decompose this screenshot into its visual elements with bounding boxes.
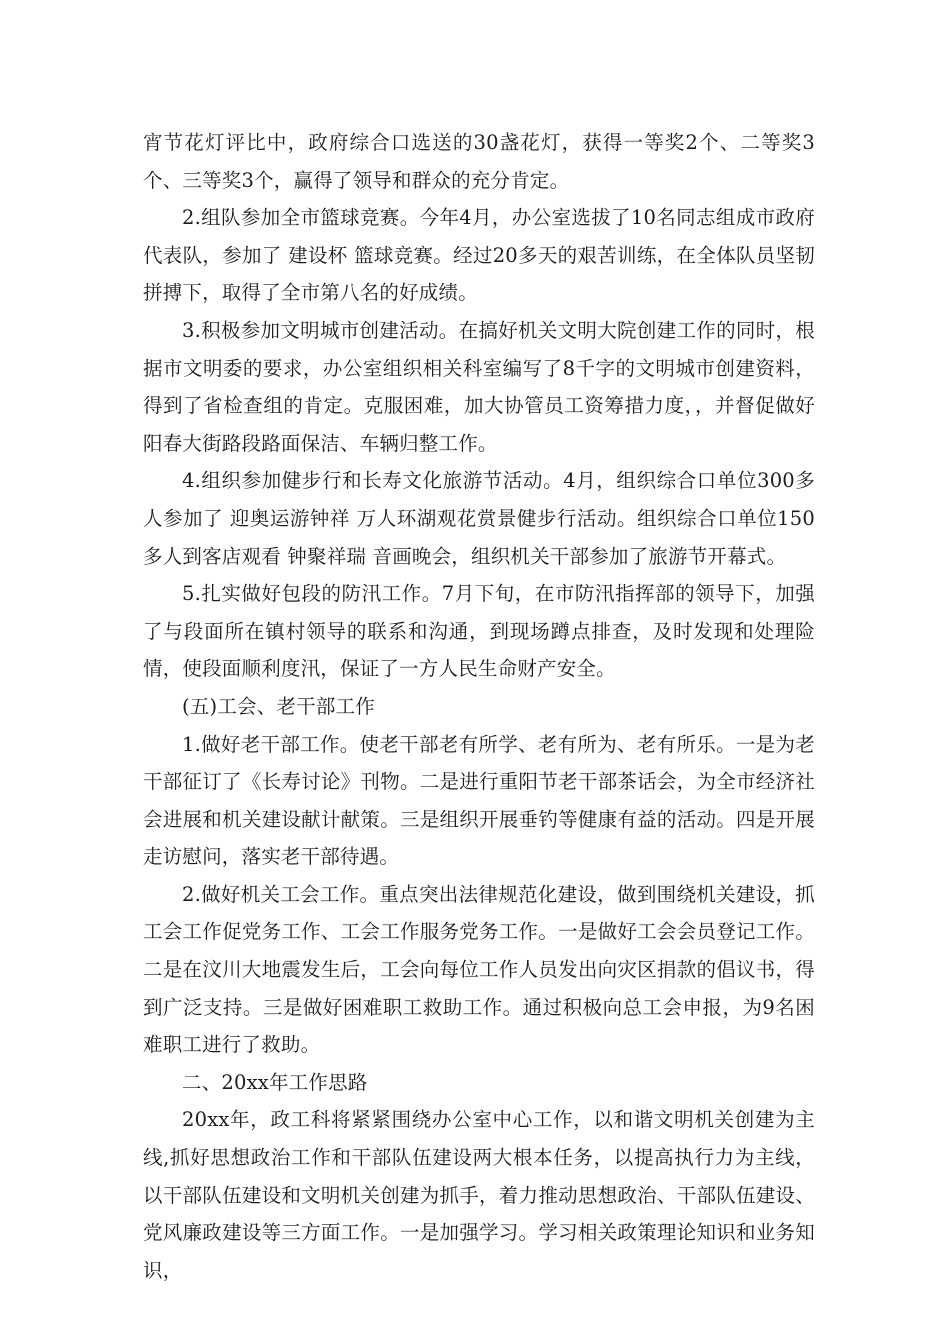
paragraph-10: 20xx年，政工科将紧紧围绕办公室中心工作，以和谐文明机关创建为主线,抓好思想政治工作和干部队伍建设两大根本任务，以提高执行力为主线，以干部队伍建设和文明机关创建为抓手，着力推动思想政治、干部队伍建设、党风廉政建设等三方面工作。一是加强学习。学习相关政策理论知识和业务知识， (143, 1108, 815, 1282)
paragraph-2: 2.组队参加全市篮球竞赛。今年4月，办公室选拔了10名同志组成市政府代表队，参加了 建设杯 篮球竞赛。经过20多天的艰苦训练，在全体队员坚韧拼搏下，取得了全市第八名的好成绩。 (143, 206, 815, 305)
document-body (143, 124, 815, 1289)
paragraph-4: 4.组织参加健步行和长寿文化旅游节活动。4月，组织综合口单位300多人参加了 迎奥运游钟祥 万人环湖观花赏景健步行活动。组织综合口单位150多人到客店观看 钟聚祥瑞 音画晚会，组织机关干部参加了旅游节开幕式。 (143, 469, 815, 568)
paragraph-1: 宵节花灯评比中，政府综合口选送的30盏花灯，获得一等奖2个、二等奖3个、三等奖3个，赢得了领导和群众的充分肯定。 (143, 131, 815, 192)
section-heading-union: (五)工会、老干部工作 (182, 694, 375, 718)
paragraph-5: 5.扎实做好包段的防汛工作。7月下旬，在市防汛指挥部的领导下，加强了与段面所在镇村领导的联系和沟通，到现场蹲点排查，及时发现和处理险情，使段面顺利度汛，保证了一方人民生命财产安全。 (143, 582, 815, 681)
paragraph-8: 2.做好机关工会工作。重点突出法律规范化建设，做到围绕机关建设，抓工会工作促党务工作、工会工作服务党务工作。一是做好工会会员登记工作。二是在汶川大地震发生后，工会向每位工作人员发出向灾区捐款的倡议书，得到广泛支持。三是做好困难职工救助工作。通过积极向总工会申报，为9名困难职工进行了救助。 (143, 882, 815, 1057)
paragraph-3: 3.积极参加文明城市创建活动。在搞好机关文明大院创建工作的同时，根据市文明委的要求，办公室组织相关科室编写了8千字的文明城市创建资料，得到了省检查组的肯定。克服困难，加大协管员工资筹措力度，，并督促做好阳春大街路段路面保洁、车辆归整工作。 (143, 318, 815, 455)
paragraph-7: 1.做好老干部工作。使老干部老有所学、老有所为、老有所乐。一是为老干部征订了《长寿讨论》刊物。二是进行重阳节老干部茶话会，为全市经济社会进展和机关建设献计献策。三是组织开展垂钓等健康有益的活动。四是开展走访慰问，落实老干部待遇。 (143, 732, 815, 869)
section-heading-plan: 二、20xx年工作思路 (182, 1070, 368, 1094)
